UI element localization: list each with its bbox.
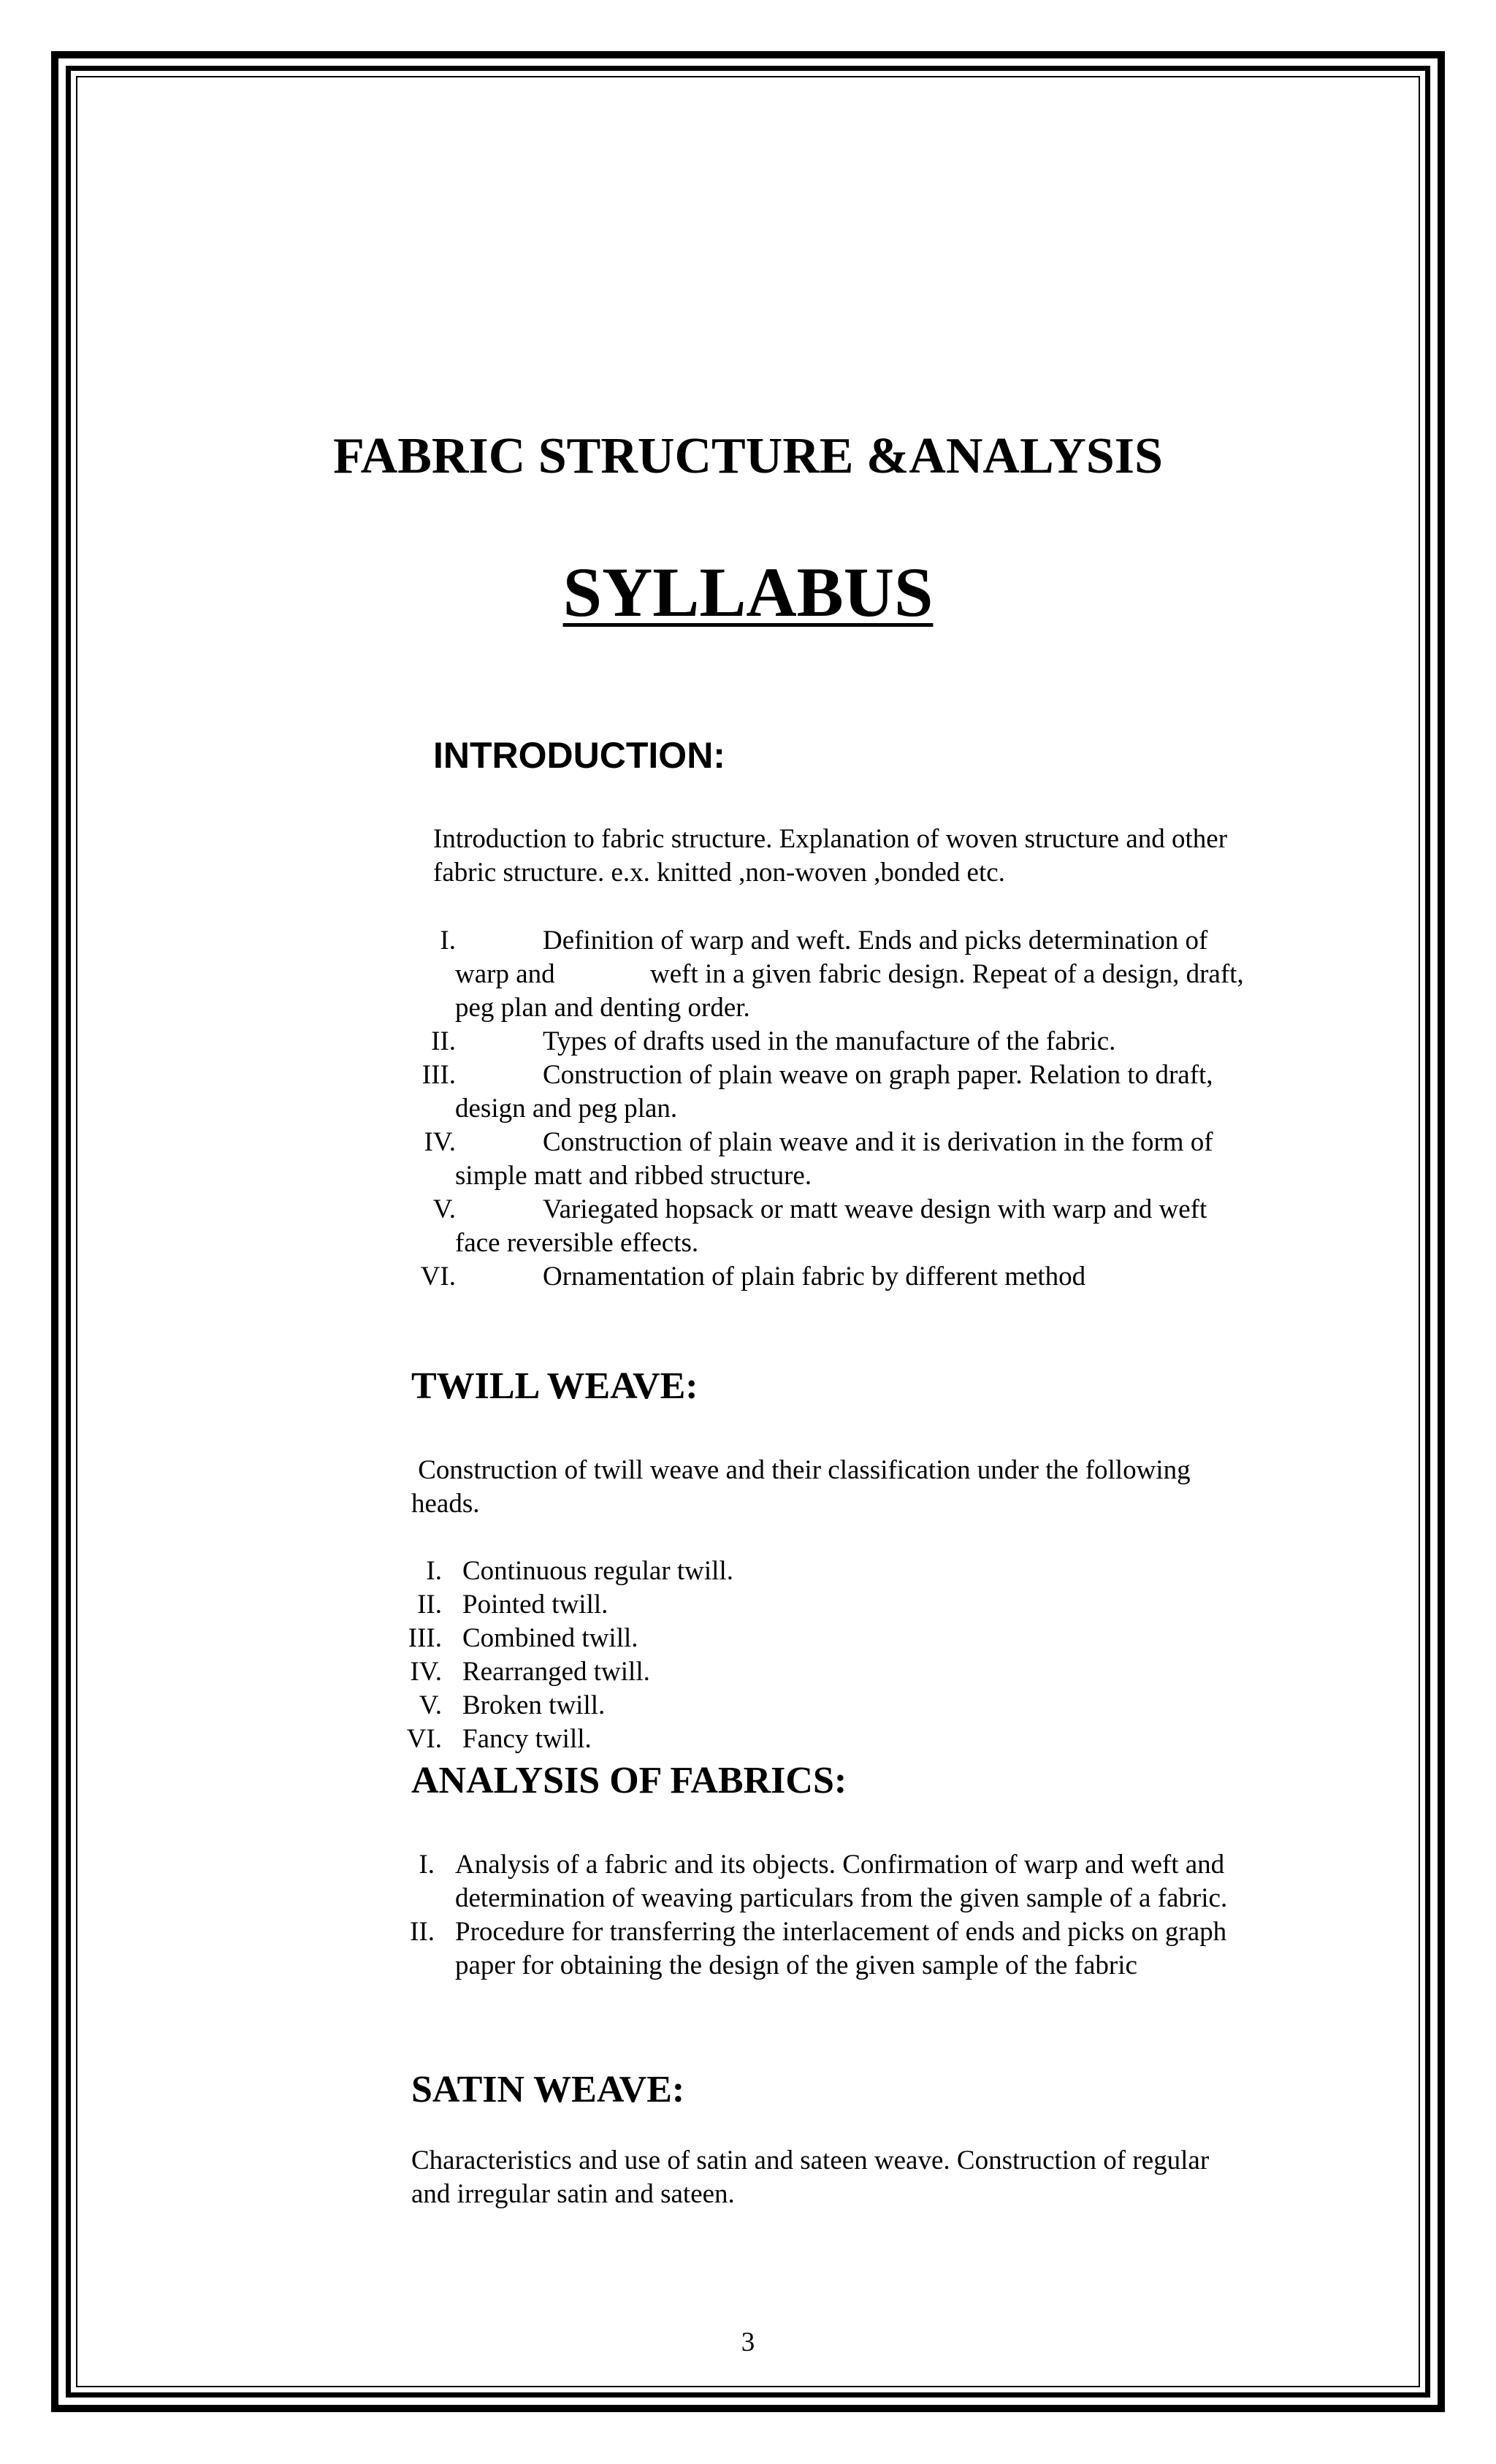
twill-item-3-number: III. bbox=[408, 1623, 442, 1653]
intro-item-5-number: V. bbox=[432, 1194, 456, 1224]
intro-item-2-line-1: Types of drafts used in the manufacture of the fabric. bbox=[543, 1026, 1116, 1056]
twill-item-3-text: Combined twill. bbox=[462, 1623, 638, 1653]
twill-item-4-number: IV. bbox=[410, 1657, 442, 1687]
intro-item-1-line-3: peg plan and denting order. bbox=[455, 993, 750, 1023]
intro-item-4-number: IV. bbox=[424, 1127, 456, 1157]
analysis-item-2-number: II. bbox=[410, 1917, 435, 1947]
intro-item-1-line-1: Definition of warp and weft. Ends and picks determination of bbox=[543, 926, 1208, 956]
twill-item-6-number: VI. bbox=[406, 1724, 442, 1754]
intro-item-3-number: III. bbox=[421, 1060, 456, 1090]
satin-paragraph-line-2: and irregular satin and sateen. bbox=[411, 2179, 735, 2209]
intro-item-4-line-2: simple matt and ribbed structure. bbox=[455, 1161, 812, 1191]
introduction-paragraph-line-2: fabric structure. e.x. knitted ,non-woven ,bonded etc. bbox=[433, 858, 1005, 888]
intro-item-5-line-2: face reversible effects. bbox=[455, 1228, 699, 1258]
twill-item-5-number: V. bbox=[419, 1690, 442, 1720]
twill-item-4-text: Rearranged twill. bbox=[462, 1657, 650, 1687]
satin-heading: SATIN WEAVE: bbox=[411, 2069, 685, 2110]
intro-item-2-number: II. bbox=[431, 1026, 456, 1056]
twill-item-2-number: II. bbox=[417, 1590, 442, 1620]
page-title: FABRIC STRUCTURE &ANALYSIS bbox=[333, 428, 1163, 484]
intro-item-3-line-2: design and peg plan. bbox=[455, 1094, 678, 1124]
analysis-item-2-line-2: paper for obtaining the design of the given sample of the fabric bbox=[455, 1950, 1137, 1980]
satin-paragraph-line-1: Characteristics and use of satin and sateen weave. Construction of regular bbox=[411, 2145, 1210, 2175]
twill-heading: TWILL WEAVE: bbox=[411, 1365, 698, 1407]
intro-item-1-line-2a: warp and bbox=[455, 959, 555, 989]
page-border-inner bbox=[76, 76, 1420, 2387]
analysis-heading: ANALYSIS OF FABRICS: bbox=[411, 1760, 847, 1801]
intro-item-6-line-1: Ornamentation of plain fabric by different method bbox=[543, 1262, 1086, 1292]
analysis-item-1-line-1: Analysis of a fabric and its objects. Confirmation of warp and weft and bbox=[455, 1850, 1225, 1880]
syllabus-title bbox=[0, 552, 1496, 633]
twill-item-5-text: Broken twill. bbox=[462, 1690, 606, 1720]
syllabus-title-text: SYLLABUS bbox=[562, 553, 934, 631]
analysis-item-1-number: I. bbox=[419, 1850, 435, 1880]
page-number: 3 bbox=[741, 2327, 755, 2357]
twill-item-6-text: Fancy twill. bbox=[462, 1724, 592, 1754]
twill-paragraph-line-2: heads. bbox=[411, 1489, 480, 1519]
introduction-heading: INTRODUCTION: bbox=[433, 735, 725, 776]
intro-item-1-line-2b: weft in a given fabric design. Repeat of a design, draft, bbox=[650, 959, 1244, 989]
analysis-item-2-line-1: Procedure for transferring the interlacement of ends and picks on graph bbox=[455, 1917, 1227, 1947]
twill-item-1-number: I. bbox=[426, 1556, 442, 1586]
introduction-paragraph-line-1: Introduction to fabric structure. Explanation of woven structure and other bbox=[433, 824, 1228, 854]
intro-item-5-line-1: Variegated hopsack or matt weave design with warp and weft bbox=[543, 1194, 1207, 1224]
twill-item-1-text: Continuous regular twill. bbox=[462, 1556, 733, 1586]
twill-item-2-text: Pointed twill. bbox=[462, 1590, 608, 1620]
intro-item-6-number: VI. bbox=[420, 1262, 456, 1292]
analysis-item-1-line-2: determination of weaving particulars from the given sample of a fabric. bbox=[455, 1883, 1228, 1913]
intro-item-3-line-1: Construction of plain weave on graph paper. Relation to draft, bbox=[543, 1060, 1213, 1090]
intro-item-4-line-1: Construction of plain weave and it is derivation in the form of bbox=[543, 1127, 1213, 1157]
intro-item-1-number: I. bbox=[440, 926, 456, 956]
twill-paragraph-line-1: Construction of twill weave and their classification under the following bbox=[411, 1455, 1191, 1485]
